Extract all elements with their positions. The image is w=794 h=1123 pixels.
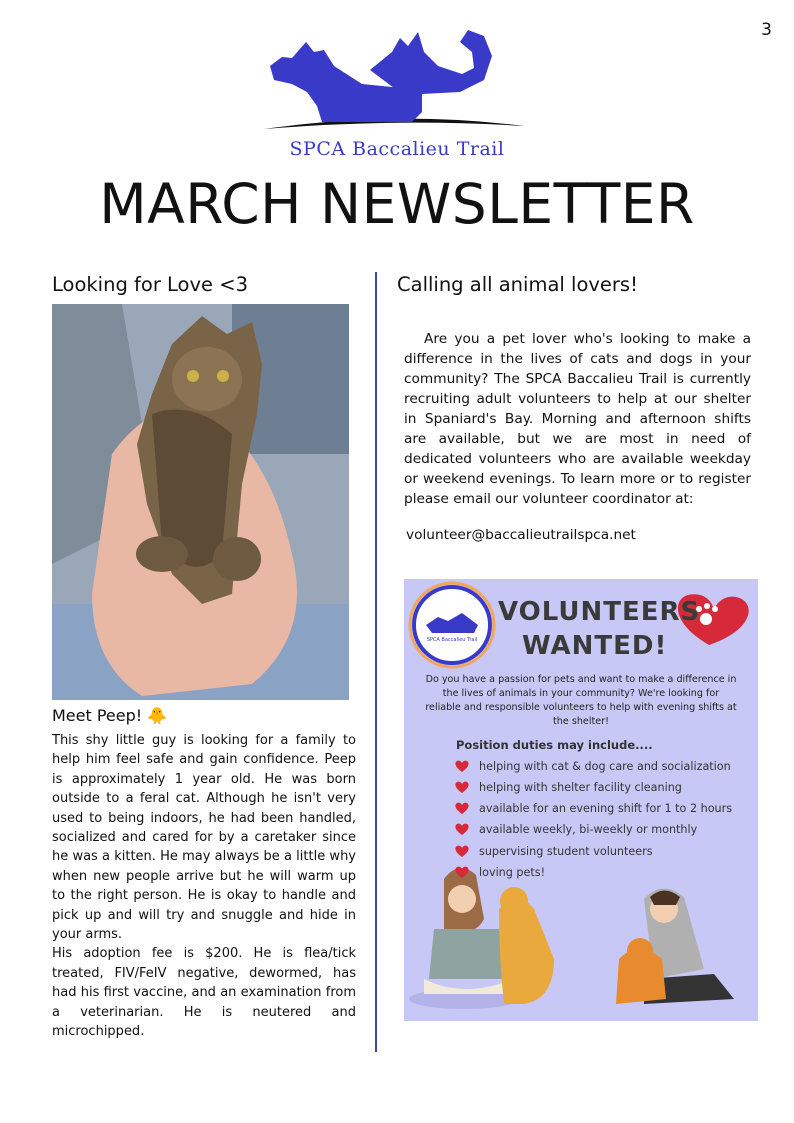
left-column-heading: Looking for Love <3 (52, 273, 248, 296)
duty-item (454, 822, 697, 836)
duty-item (454, 865, 545, 879)
pet-name-heading: Meet Peep! 🐥 (52, 706, 168, 725)
duty-text: loving pets! (479, 865, 546, 879)
volunteer-intro (404, 329, 751, 509)
dog-and-cat-logo-icon (262, 22, 532, 137)
duty-text: supervising student volunteers (479, 844, 653, 858)
spca-logo (262, 22, 532, 167)
poster-title-line2: WANTED! (522, 631, 668, 661)
pet-adoption-paragraph: His adoption fee is $200. He is flea/tick treated, FIV/FeIV negative, dewormed, has had his first vaccine, and an examination from a veterinarian. He is neutered and microchipped. (52, 946, 356, 1040)
duty-text: available for an evening shift for 1 to 2 hours (479, 801, 733, 815)
right-column-heading: Calling all animal lovers! (397, 273, 638, 296)
duty-item (454, 780, 682, 794)
org-name: SPCA Baccalieu Trail (289, 138, 505, 160)
duty-text: available weekly, bi-weekly or monthly (479, 822, 698, 836)
duty-item (454, 801, 732, 815)
duties-heading: Position duties may include.... (456, 738, 653, 752)
pet-bio-paragraph: This shy little guy is looking for a family to help him feel safe and gain confidence. Peep is approximately 1 year old. He was born outside to a feral cat. Although he isn't very used to being indoors, he had been handled, socialized and cared for by a caretaker since he was a kitten. He may always be a little why when new people arrive but he will warm up to the right person. He is okay to handle and pick up and will try and snuggle and hide in your arms. (52, 733, 356, 943)
heart-paw-icon (454, 801, 470, 815)
page-title: MARCH NEWSLETTER (99, 172, 695, 236)
badge-text: SPCA Baccalieu Trail (426, 637, 478, 643)
duty-item (454, 844, 653, 858)
duty-text: helping with cat & dog care and socialization (479, 759, 731, 773)
pet-bio (52, 731, 356, 1042)
duty-item (454, 759, 731, 773)
volunteer-intro-text: Are you a pet lover who's looking to make a difference in the lives of cats and dogs in your community? The SPCA Baccalieu Trail is currently recruiting adult volunteers to help at our shelter in Spaniard's Bay. Morning and afternoon shifts are available, but we are most in need of dedicated volunteers who are available weekday or weekend evenings. To learn more or to register please email our volunteer coordinator at: (404, 331, 751, 507)
heart-paw-icon (454, 759, 470, 773)
volunteer-email: volunteer@baccalieutrailspca.net (406, 527, 636, 543)
poster-description: Do you have a passion for pets and want to make a difference in the lives of animals in your community? We're looking for reliable and responsible volunteers to help with evening shifts at the shelter! (425, 674, 737, 727)
column-divider (375, 272, 377, 1052)
poster-title-line1: VOLUNTEERS (498, 597, 701, 627)
volunteers-wanted-poster (404, 579, 758, 1021)
page-number: 3 (761, 20, 772, 40)
heart-paw-icon (454, 865, 470, 879)
cat-photo (52, 304, 349, 700)
heart-paw-icon (454, 844, 470, 858)
heart-paw-icon (454, 780, 470, 794)
duty-text: helping with shelter facility cleaning (479, 780, 682, 794)
heart-paw-icon (454, 822, 470, 836)
